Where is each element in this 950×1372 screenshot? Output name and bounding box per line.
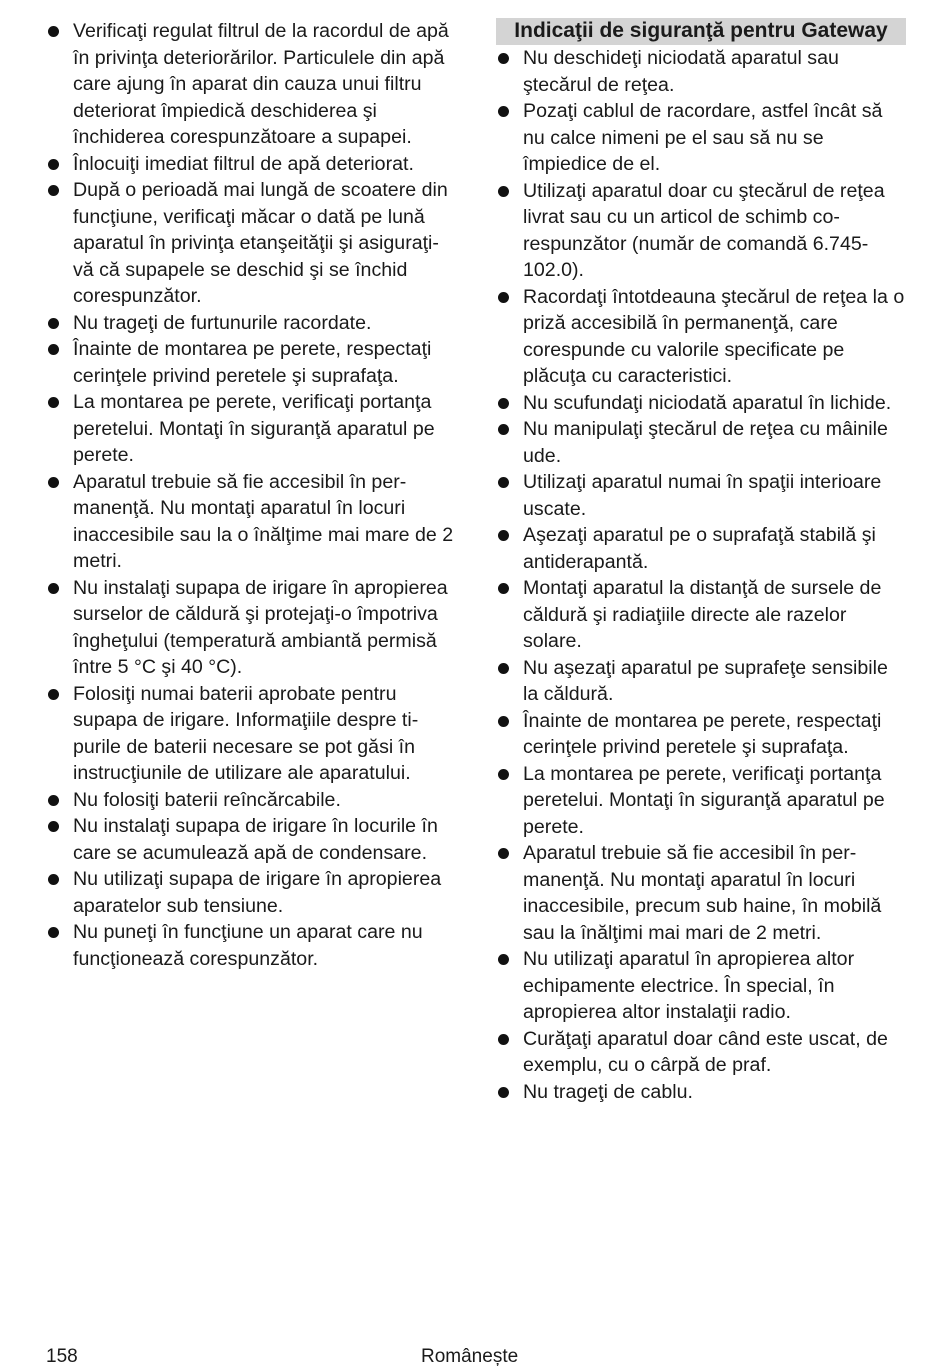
right-bullet-list bbox=[496, 45, 906, 1105]
bullet-icon bbox=[48, 821, 59, 832]
list-item-text: Curăţaţi aparatul doar când este uscat, de exemplu, cu o cârpă de praf. bbox=[523, 1027, 888, 1076]
page-number: 158 bbox=[46, 1346, 78, 1367]
bullet-icon bbox=[498, 716, 509, 727]
list-item bbox=[496, 178, 906, 284]
list-item-text: Verificaţi regulat filtrul de la racordul de apă în privinţa deteriorărilor. Particulele din apă care ajung în aparat din cauza unui filtru deteriorat împiedică deschiderea şi închiderea corespunzătoare a supapei. bbox=[73, 20, 449, 148]
list-item bbox=[46, 177, 456, 310]
bullet-icon bbox=[48, 583, 59, 594]
list-item-text: Nu instalaţi supapa de irigare în locurile în care se acumulează apă de condensare. bbox=[73, 815, 438, 864]
bullet-icon bbox=[48, 874, 59, 885]
list-item-text: Utilizaţi aparatul doar cu ştecărul de reţea livrat sau cu un articol de schimb corespunzător (număr de comandă 6.745-102.0). bbox=[523, 179, 885, 281]
list-item-text: Nu manipulaţi ştecărul de reţea cu mâinile ude. bbox=[523, 418, 888, 467]
list-item bbox=[46, 787, 456, 814]
list-item bbox=[496, 708, 906, 761]
list-item-text: Montaţi aparatul la distanţă de sursele de căldură şi radiaţiile directe ale razelor solare. bbox=[523, 577, 882, 652]
list-item-text: Aparatul trebuie să fie accesibil în permanenţă. Nu montaţi aparatul în locuri inaccesibile, precum sub haine, în mobilă sau la înălţimi mai mari de 2 metri. bbox=[523, 842, 882, 944]
list-item bbox=[496, 284, 906, 390]
list-item-text: Nu utilizaţi aparatul în apropierea altor echipamente electrice. În special, în apropierea altor instalaţii radio. bbox=[523, 948, 855, 1023]
bullet-icon bbox=[498, 424, 509, 435]
bullet-icon bbox=[48, 318, 59, 329]
bullet-icon bbox=[48, 397, 59, 408]
bullet-icon bbox=[498, 477, 509, 488]
bullet-icon bbox=[48, 689, 59, 700]
right-column bbox=[496, 18, 906, 1105]
list-item-text: Înainte de montarea pe perete, respectaţi cerinţele privind peretele şi suprafaţa. bbox=[523, 709, 882, 758]
list-item-text: Nu puneţi în funcţiune un aparat care nu funcţionează corespunzător. bbox=[73, 921, 423, 970]
list-item bbox=[496, 98, 906, 178]
list-item bbox=[496, 416, 906, 469]
bullet-icon bbox=[48, 344, 59, 355]
section-heading: Indicaţii de siguranţă pentru Gateway bbox=[496, 18, 906, 45]
list-item-text: Aparatul trebuie să fie accesibil în permanenţă. Nu montaţi aparatul în locuri inaccesibile sau la o înălţime mai mare de 2 metri. bbox=[73, 470, 454, 572]
list-item bbox=[46, 813, 456, 866]
footer-language: Românește bbox=[421, 1346, 519, 1367]
list-item-text: Nu trageţi de furtunurile racordate. bbox=[73, 311, 372, 334]
left-bullet-list bbox=[46, 18, 456, 972]
bullet-icon bbox=[48, 477, 59, 488]
bullet-icon bbox=[498, 398, 509, 409]
list-item bbox=[496, 390, 906, 417]
list-item bbox=[496, 45, 906, 98]
bullet-icon bbox=[498, 530, 509, 541]
list-item bbox=[496, 946, 906, 1026]
list-item-text: Aşezaţi aparatul pe o suprafaţă stabilă şi antiderapantă. bbox=[523, 524, 876, 573]
bullet-icon bbox=[498, 1087, 509, 1098]
list-item-text: Nu folosiţi baterii reîncărcabile. bbox=[73, 788, 341, 811]
list-item bbox=[496, 840, 906, 946]
list-item-text: Nu deschideţi niciodată aparatul sau ştecărul de reţea. bbox=[523, 47, 839, 96]
list-item bbox=[496, 575, 906, 655]
bullet-icon bbox=[498, 769, 509, 780]
bullet-icon bbox=[498, 106, 509, 117]
list-item-text: După o perioadă mai lungă de scoatere din funcţiune, verificaţi măcar o dată pe lună aparatul în privinţa etanşeităţii şi asiguraţi-vă că supapele se deschid şi se închid corespunzător. bbox=[73, 179, 448, 307]
list-item bbox=[46, 310, 456, 337]
bullet-icon bbox=[498, 954, 509, 965]
bullet-icon bbox=[498, 53, 509, 64]
bullet-icon bbox=[498, 583, 509, 594]
list-item-text: La montarea pe perete, verificaţi portanţa peretelui. Montaţi în siguranţă aparatul pe perete. bbox=[73, 391, 435, 466]
list-item-text: Nu utilizaţi supapa de irigare în apropierea aparatelor sub tensiune. bbox=[73, 868, 442, 917]
list-item bbox=[46, 469, 456, 575]
bullet-icon bbox=[498, 186, 509, 197]
list-item bbox=[496, 1026, 906, 1079]
bullet-icon bbox=[48, 185, 59, 196]
list-item bbox=[496, 522, 906, 575]
list-item bbox=[46, 389, 456, 469]
list-item-text: Racordaţi întotdeauna ştecărul de reţea la o priză accesibilă în permanenţă, care corespunde cu valorile specificate pe plăcuţa cu caracteristici. bbox=[523, 285, 905, 387]
bullet-icon bbox=[498, 292, 509, 303]
list-item bbox=[46, 681, 456, 787]
list-item bbox=[46, 866, 456, 919]
list-item-text: Nu instalaţi supapa de irigare în apropierea surselor de căldură şi protejaţi-o împotriva îngheţului (temperatură ambiantă permisă între 5 °C şi 40 °C). bbox=[73, 576, 448, 678]
list-item-text: Înlocuiţi imediat filtrul de apă deteriorat. bbox=[73, 152, 414, 175]
list-item-text: Nu scufundaţi niciodată aparatul în lichide. bbox=[523, 391, 892, 414]
list-item-text: Folosiţi numai baterii aprobate pentru supapa de irigare. Informaţiile despre tipurile de baterii necesare se pot găsi în instrucţiunile de utilizare ale aparatului. bbox=[73, 682, 419, 784]
list-item bbox=[496, 655, 906, 708]
list-item bbox=[46, 151, 456, 178]
list-item-text: Nu aşezaţi aparatul pe suprafeţe sensibile la căldură. bbox=[523, 656, 888, 705]
list-item bbox=[496, 761, 906, 841]
list-item bbox=[46, 336, 456, 389]
list-item bbox=[46, 919, 456, 972]
left-column bbox=[46, 18, 456, 972]
bullet-icon bbox=[48, 795, 59, 806]
list-item bbox=[496, 1079, 906, 1106]
bullet-icon bbox=[498, 1034, 509, 1045]
list-item-text: Nu trageţi de cablu. bbox=[523, 1080, 693, 1103]
list-item bbox=[46, 575, 456, 681]
bullet-icon bbox=[48, 26, 59, 37]
bullet-icon bbox=[48, 159, 59, 170]
list-item-text: La montarea pe perete, verificaţi portanţa peretelui. Montaţi în siguranţă aparatul pe perete. bbox=[523, 762, 885, 838]
bullet-icon bbox=[498, 663, 509, 674]
list-item-text: Pozaţi cablul de racordare, astfel încât să nu calce nimeni pe el sau să nu se împiedice de el. bbox=[523, 100, 883, 175]
bullet-icon bbox=[48, 927, 59, 938]
list-item-text: Utilizaţi aparatul numai în spaţii interioare uscate. bbox=[523, 471, 882, 520]
list-item bbox=[496, 469, 906, 522]
list-item bbox=[46, 18, 456, 151]
bullet-icon bbox=[498, 848, 509, 859]
list-item-text: Înainte de montarea pe perete, respectaţi cerinţele privind peretele şi suprafaţa. bbox=[73, 338, 432, 387]
